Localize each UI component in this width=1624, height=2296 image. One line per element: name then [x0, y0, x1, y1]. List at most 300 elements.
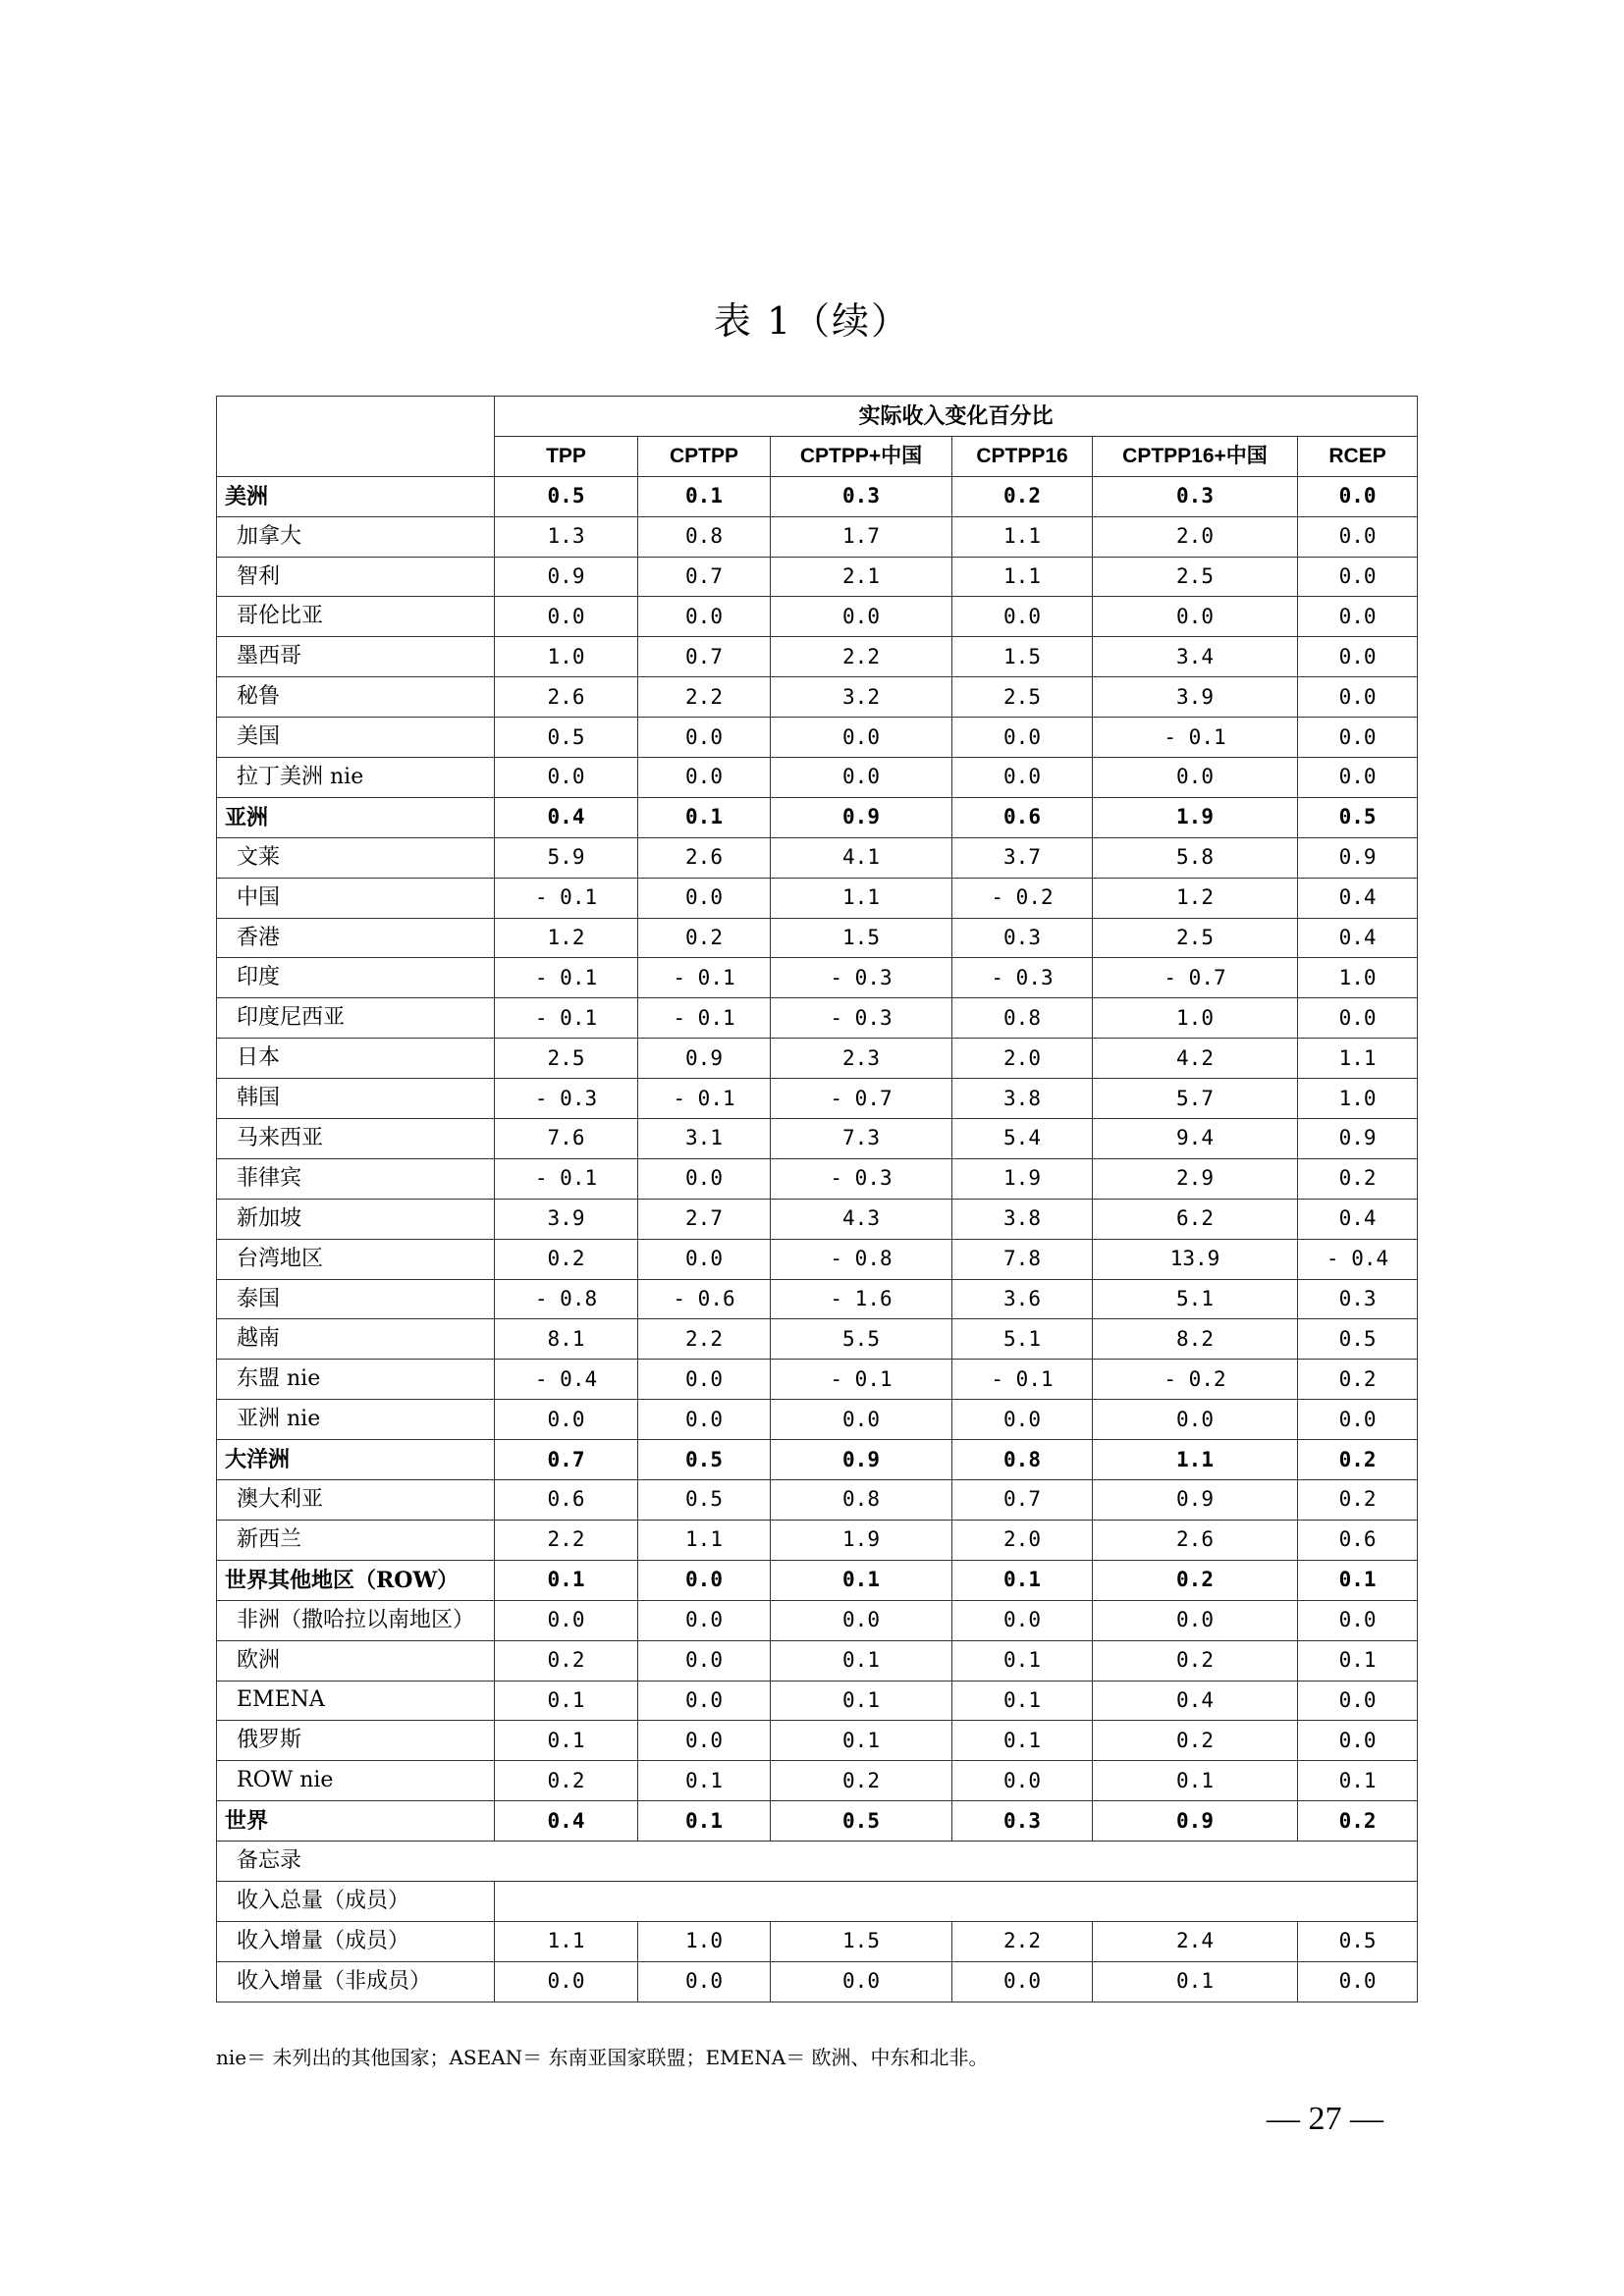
- value-cell: 0.1: [1298, 1560, 1418, 1600]
- value-cell: 0.1: [1298, 1761, 1418, 1801]
- row-label: 印度: [217, 958, 495, 998]
- memo-value-cell: 0.0: [638, 1961, 771, 2002]
- region-row: [217, 797, 1418, 837]
- value-cell: 4.2: [1093, 1039, 1298, 1079]
- value-cell: - 0.1: [952, 1360, 1093, 1400]
- memo-value-cell: 2.4: [1093, 1921, 1298, 1961]
- value-cell: 3.7: [952, 837, 1093, 878]
- value-cell: 0.0: [952, 1761, 1093, 1801]
- row-label: 墨西哥: [217, 637, 495, 677]
- value-cell: 0.0: [638, 1239, 771, 1279]
- memo-row: [217, 1961, 1418, 2002]
- value-cell: 0.0: [495, 1600, 638, 1640]
- table-row: [217, 516, 1418, 557]
- value-cell: - 0.1: [638, 958, 771, 998]
- memo-row-label: 收入总量（成员）: [217, 1881, 495, 1921]
- row-label: 泰国: [217, 1279, 495, 1319]
- value-cell: 0.6: [952, 797, 1093, 837]
- value-cell: 0.5: [1298, 1319, 1418, 1360]
- value-cell: 0.0: [952, 718, 1093, 758]
- value-cell: 0.0: [638, 758, 771, 798]
- value-cell: 0.0: [638, 1400, 771, 1440]
- value-cell: 0.2: [1093, 1721, 1298, 1761]
- value-cell: 0.2: [495, 1640, 638, 1681]
- row-label: 大洋洲: [217, 1440, 495, 1480]
- value-cell: 0.0: [1093, 597, 1298, 637]
- value-cell: 0.1: [771, 1560, 952, 1600]
- value-cell: 0.3: [952, 918, 1093, 958]
- footnote: nie＝ 未列出的其他国家；ASEAN＝ 东南亚国家联盟；EMENA＝ 欧洲、中东和北非。: [216, 2046, 989, 2069]
- value-cell: 0.0: [638, 878, 771, 918]
- value-cell: - 0.1: [638, 1079, 771, 1119]
- group-header: 实际收入变化百分比: [495, 397, 1418, 437]
- value-cell: - 0.4: [495, 1360, 638, 1400]
- table-row: [217, 1681, 1418, 1721]
- value-cell: 0.0: [638, 1640, 771, 1681]
- value-cell: 0.8: [771, 1480, 952, 1521]
- value-cell: 0.0: [1298, 637, 1418, 677]
- row-label: 亚洲: [217, 797, 495, 837]
- memo-empty-cell: [495, 1881, 1418, 1921]
- value-cell: 5.9: [495, 837, 638, 878]
- value-cell: 13.9: [1093, 1239, 1298, 1279]
- value-cell: 0.0: [1298, 476, 1418, 516]
- memo-value-cell: 0.0: [771, 1961, 952, 2002]
- value-cell: 1.5: [771, 918, 952, 958]
- value-cell: 1.7: [771, 516, 952, 557]
- memo-row-label: 收入增量（非成员）: [217, 1961, 495, 2002]
- value-cell: - 0.1: [495, 878, 638, 918]
- value-cell: 7.6: [495, 1119, 638, 1159]
- value-cell: 0.1: [771, 1640, 952, 1681]
- value-cell: 2.1: [771, 557, 952, 597]
- row-label: 菲律宾: [217, 1158, 495, 1199]
- value-cell: 0.9: [771, 797, 952, 837]
- value-cell: 0.0: [1298, 516, 1418, 557]
- table-row: [217, 1239, 1418, 1279]
- value-cell: - 0.1: [495, 998, 638, 1039]
- value-cell: - 0.2: [952, 878, 1093, 918]
- value-cell: 1.9: [771, 1520, 952, 1560]
- value-cell: 0.0: [1298, 1681, 1418, 1721]
- value-cell: 0.0: [952, 597, 1093, 637]
- table-title: 表 1（续）: [713, 299, 911, 343]
- value-cell: 2.5: [495, 1039, 638, 1079]
- value-cell: 5.4: [952, 1119, 1093, 1159]
- value-cell: 0.1: [952, 1640, 1093, 1681]
- value-cell: 0.0: [638, 1158, 771, 1199]
- value-cell: 0.7: [952, 1480, 1093, 1521]
- row-label: 智利: [217, 557, 495, 597]
- value-cell: 1.3: [495, 516, 638, 557]
- row-label: 世界: [217, 1801, 495, 1842]
- value-cell: 0.1: [771, 1721, 952, 1761]
- row-label: 美国: [217, 718, 495, 758]
- value-cell: 0.3: [952, 1801, 1093, 1842]
- value-cell: 0.8: [638, 516, 771, 557]
- table-row: [217, 1360, 1418, 1400]
- value-cell: 2.2: [638, 1319, 771, 1360]
- value-cell: 0.0: [1093, 1400, 1298, 1440]
- row-label: 印度尼西亚: [217, 998, 495, 1039]
- value-cell: 0.2: [638, 918, 771, 958]
- value-cell: 0.1: [638, 1761, 771, 1801]
- header-group-row: [217, 397, 1418, 437]
- value-cell: 1.1: [1093, 1440, 1298, 1480]
- value-cell: 2.9: [1093, 1158, 1298, 1199]
- value-cell: 0.9: [1093, 1480, 1298, 1521]
- memo-value-cell: 0.0: [1298, 1961, 1418, 2002]
- row-label: 新加坡: [217, 1199, 495, 1239]
- value-cell: 0.2: [1298, 1480, 1418, 1521]
- row-label: 亚洲 nie: [217, 1400, 495, 1440]
- value-cell: 0.0: [771, 718, 952, 758]
- row-label: 美洲: [217, 476, 495, 516]
- row-label: 世界其他地区（ROW）: [217, 1560, 495, 1600]
- memo-heading: 备忘录: [217, 1842, 1418, 1882]
- value-cell: - 0.3: [952, 958, 1093, 998]
- value-cell: - 0.8: [495, 1279, 638, 1319]
- value-cell: 1.9: [1093, 797, 1298, 837]
- row-label: EMENA: [217, 1681, 495, 1721]
- table-row: [217, 878, 1418, 918]
- value-cell: 1.2: [495, 918, 638, 958]
- page-number: — 27 —: [1267, 2101, 1383, 2137]
- value-cell: 4.3: [771, 1199, 952, 1239]
- row-label: 澳大利亚: [217, 1480, 495, 1521]
- table-row: [217, 918, 1418, 958]
- value-cell: 5.8: [1093, 837, 1298, 878]
- value-cell: - 0.3: [771, 998, 952, 1039]
- value-cell: 0.9: [1093, 1801, 1298, 1842]
- value-cell: 0.9: [1298, 837, 1418, 878]
- value-cell: 0.0: [638, 1560, 771, 1600]
- value-cell: 0.9: [771, 1440, 952, 1480]
- value-cell: 2.6: [1093, 1520, 1298, 1560]
- value-cell: 0.3: [1298, 1279, 1418, 1319]
- value-cell: 0.4: [495, 797, 638, 837]
- table-row: [217, 557, 1418, 597]
- table-row: [217, 1279, 1418, 1319]
- value-cell: 0.0: [495, 597, 638, 637]
- value-cell: 0.9: [638, 1039, 771, 1079]
- table-row: [217, 1319, 1418, 1360]
- value-cell: 0.0: [952, 758, 1093, 798]
- row-label-header: [217, 397, 495, 477]
- value-cell: 0.4: [1298, 918, 1418, 958]
- value-cell: 0.8: [952, 998, 1093, 1039]
- value-cell: 0.1: [638, 476, 771, 516]
- table-row: [217, 958, 1418, 998]
- value-cell: 0.1: [638, 797, 771, 837]
- memo-value-cell: 1.0: [638, 1921, 771, 1961]
- value-cell: 0.4: [1298, 1199, 1418, 1239]
- value-cell: - 0.1: [1093, 718, 1298, 758]
- value-cell: 0.5: [638, 1480, 771, 1521]
- value-cell: 7.8: [952, 1239, 1093, 1279]
- table-row: [217, 1600, 1418, 1640]
- column-header-cptpp16-china: CPTPP16+中国: [1093, 436, 1298, 476]
- row-label: 香港: [217, 918, 495, 958]
- value-cell: 2.2: [638, 677, 771, 718]
- value-cell: 4.1: [771, 837, 952, 878]
- row-label: 越南: [217, 1319, 495, 1360]
- value-cell: 0.0: [1298, 1600, 1418, 1640]
- value-cell: 0.0: [638, 1681, 771, 1721]
- value-cell: 2.0: [1093, 516, 1298, 557]
- value-cell: 0.9: [495, 557, 638, 597]
- memo-value-cell: 0.0: [495, 1961, 638, 2002]
- memo-row: [217, 1881, 1418, 1921]
- row-label: 哥伦比亚: [217, 597, 495, 637]
- value-cell: 8.1: [495, 1319, 638, 1360]
- value-cell: 7.3: [771, 1119, 952, 1159]
- value-cell: - 0.3: [495, 1079, 638, 1119]
- value-cell: - 0.3: [771, 1158, 952, 1199]
- value-cell: 0.0: [495, 1400, 638, 1440]
- value-cell: 0.2: [495, 1239, 638, 1279]
- region-row: [217, 476, 1418, 516]
- row-label: 加拿大: [217, 516, 495, 557]
- value-cell: 0.0: [952, 1400, 1093, 1440]
- value-cell: 1.2: [1093, 878, 1298, 918]
- value-cell: 2.5: [952, 677, 1093, 718]
- value-cell: - 1.6: [771, 1279, 952, 1319]
- value-cell: 1.1: [771, 878, 952, 918]
- value-cell: - 0.4: [1298, 1239, 1418, 1279]
- value-cell: 0.0: [638, 1360, 771, 1400]
- value-cell: - 0.1: [638, 998, 771, 1039]
- value-cell: 0.0: [638, 597, 771, 637]
- value-cell: 0.0: [638, 1721, 771, 1761]
- memo-row: [217, 1921, 1418, 1961]
- table-row: [217, 1039, 1418, 1079]
- value-cell: 0.0: [1093, 758, 1298, 798]
- value-cell: 0.0: [638, 718, 771, 758]
- value-cell: 0.4: [1093, 1681, 1298, 1721]
- column-header-tpp: TPP: [495, 436, 638, 476]
- value-cell: 0.1: [952, 1721, 1093, 1761]
- value-cell: 0.0: [1298, 1721, 1418, 1761]
- value-cell: 0.0: [1298, 718, 1418, 758]
- value-cell: 0.3: [771, 476, 952, 516]
- value-cell: 0.7: [638, 557, 771, 597]
- table-row: [217, 1640, 1418, 1681]
- row-label: 欧洲: [217, 1640, 495, 1681]
- value-cell: 0.0: [1298, 597, 1418, 637]
- row-label: 文莱: [217, 837, 495, 878]
- row-label: 非洲（撒哈拉以南地区）: [217, 1600, 495, 1640]
- value-cell: 2.5: [1093, 557, 1298, 597]
- value-cell: 3.8: [952, 1079, 1093, 1119]
- memo-value-cell: 1.1: [495, 1921, 638, 1961]
- table-row: [217, 637, 1418, 677]
- row-label: 台湾地区: [217, 1239, 495, 1279]
- value-cell: 0.2: [1093, 1640, 1298, 1681]
- memo-value-cell: 0.0: [952, 1961, 1093, 2002]
- memo-value-cell: 0.5: [1298, 1921, 1418, 1961]
- value-cell: 0.1: [952, 1681, 1093, 1721]
- value-cell: 0.6: [495, 1480, 638, 1521]
- table-row: [217, 1761, 1418, 1801]
- value-cell: 0.0: [952, 1600, 1093, 1640]
- value-cell: 0.1: [771, 1681, 952, 1721]
- value-cell: 3.9: [495, 1199, 638, 1239]
- table-row: [217, 1721, 1418, 1761]
- value-cell: 0.1: [495, 1721, 638, 1761]
- memo-value-cell: 2.2: [952, 1921, 1093, 1961]
- table-row: [217, 1119, 1418, 1159]
- value-cell: 0.7: [638, 637, 771, 677]
- value-cell: 5.7: [1093, 1079, 1298, 1119]
- value-cell: 0.0: [771, 758, 952, 798]
- memo-heading-row: [217, 1842, 1418, 1882]
- table-row: [217, 677, 1418, 718]
- value-cell: 3.9: [1093, 677, 1298, 718]
- value-cell: 0.1: [495, 1560, 638, 1600]
- table-row: [217, 758, 1418, 798]
- value-cell: 2.0: [952, 1520, 1093, 1560]
- region-row: [217, 1560, 1418, 1600]
- value-cell: 0.2: [1093, 1560, 1298, 1600]
- value-cell: 0.0: [495, 758, 638, 798]
- value-cell: - 0.7: [771, 1079, 952, 1119]
- value-cell: 0.5: [771, 1801, 952, 1842]
- value-cell: 1.1: [1298, 1039, 1418, 1079]
- column-header-cptpp16: CPTPP16: [952, 436, 1093, 476]
- value-cell: 0.0: [1298, 1400, 1418, 1440]
- row-label: 秘鲁: [217, 677, 495, 718]
- value-cell: 0.5: [495, 718, 638, 758]
- value-cell: 2.5: [1093, 918, 1298, 958]
- value-cell: 2.3: [771, 1039, 952, 1079]
- value-cell: - 0.3: [771, 958, 952, 998]
- row-label: 新西兰: [217, 1520, 495, 1560]
- value-cell: 0.1: [1093, 1761, 1298, 1801]
- value-cell: 0.4: [1298, 878, 1418, 918]
- value-cell: 6.2: [1093, 1199, 1298, 1239]
- row-label: 中国: [217, 878, 495, 918]
- value-cell: 0.2: [1298, 1801, 1418, 1842]
- value-cell: 0.1: [952, 1560, 1093, 1600]
- value-cell: 2.6: [495, 677, 638, 718]
- memo-value-cell: 1.5: [771, 1921, 952, 1961]
- value-cell: 5.5: [771, 1319, 952, 1360]
- value-cell: 0.2: [1298, 1360, 1418, 1400]
- table-body: [217, 476, 1418, 2002]
- row-label: 东盟 nie: [217, 1360, 495, 1400]
- value-cell: 0.5: [1298, 797, 1418, 837]
- income-change-table: [216, 396, 1418, 2002]
- table-row: [217, 837, 1418, 878]
- row-label: 日本: [217, 1039, 495, 1079]
- value-cell: 0.2: [952, 476, 1093, 516]
- value-cell: 0.6: [1298, 1520, 1418, 1560]
- value-cell: - 0.8: [771, 1239, 952, 1279]
- table-row: [217, 1158, 1418, 1199]
- table-row: [217, 998, 1418, 1039]
- value-cell: 3.1: [638, 1119, 771, 1159]
- table-row: [217, 1079, 1418, 1119]
- value-cell: 0.0: [1298, 758, 1418, 798]
- value-cell: 0.1: [638, 1801, 771, 1842]
- row-label: 马来西亚: [217, 1119, 495, 1159]
- row-label: ROW nie: [217, 1761, 495, 1801]
- value-cell: 0.5: [638, 1440, 771, 1480]
- value-cell: 0.3: [1093, 476, 1298, 516]
- table-row: [217, 597, 1418, 637]
- value-cell: - 0.2: [1093, 1360, 1298, 1400]
- value-cell: 1.5: [952, 637, 1093, 677]
- value-cell: 3.8: [952, 1199, 1093, 1239]
- value-cell: 8.2: [1093, 1319, 1298, 1360]
- value-cell: - 0.1: [495, 1158, 638, 1199]
- table-row: [217, 1520, 1418, 1560]
- value-cell: 2.0: [952, 1039, 1093, 1079]
- value-cell: 0.1: [495, 1681, 638, 1721]
- value-cell: 0.8: [952, 1440, 1093, 1480]
- value-cell: 1.1: [952, 557, 1093, 597]
- value-cell: 2.6: [638, 837, 771, 878]
- value-cell: 1.0: [1093, 998, 1298, 1039]
- column-header-cptpp-china: CPTPP+中国: [771, 436, 952, 476]
- value-cell: 0.9: [1298, 1119, 1418, 1159]
- value-cell: 0.4: [495, 1801, 638, 1842]
- value-cell: 0.0: [771, 1400, 952, 1440]
- value-cell: 0.5: [495, 476, 638, 516]
- value-cell: 0.7: [495, 1440, 638, 1480]
- value-cell: 5.1: [952, 1319, 1093, 1360]
- region-row: [217, 1801, 1418, 1842]
- value-cell: 0.0: [1298, 998, 1418, 1039]
- column-header-cptpp: CPTPP: [638, 436, 771, 476]
- value-cell: 1.0: [495, 637, 638, 677]
- value-cell: 2.7: [638, 1199, 771, 1239]
- value-cell: 1.0: [1298, 958, 1418, 998]
- value-cell: 3.6: [952, 1279, 1093, 1319]
- value-cell: 3.2: [771, 677, 952, 718]
- value-cell: 0.2: [771, 1761, 952, 1801]
- value-cell: 0.0: [1298, 557, 1418, 597]
- table-row: [217, 1480, 1418, 1521]
- value-cell: 1.9: [952, 1158, 1093, 1199]
- value-cell: - 0.7: [1093, 958, 1298, 998]
- value-cell: 5.1: [1093, 1279, 1298, 1319]
- value-cell: 3.4: [1093, 637, 1298, 677]
- row-label: 俄罗斯: [217, 1721, 495, 1761]
- value-cell: 0.0: [1093, 1600, 1298, 1640]
- row-label: 拉丁美洲 nie: [217, 758, 495, 798]
- value-cell: 0.0: [638, 1600, 771, 1640]
- value-cell: - 0.1: [771, 1360, 952, 1400]
- value-cell: 1.0: [1298, 1079, 1418, 1119]
- column-header-rcep: RCEP: [1298, 436, 1418, 476]
- value-cell: - 0.6: [638, 1279, 771, 1319]
- memo-row-label: 收入增量（成员）: [217, 1921, 495, 1961]
- value-cell: 2.2: [771, 637, 952, 677]
- value-cell: 1.1: [952, 516, 1093, 557]
- table-row: [217, 1199, 1418, 1239]
- value-cell: 9.4: [1093, 1119, 1298, 1159]
- region-row: [217, 1440, 1418, 1480]
- value-cell: - 0.1: [495, 958, 638, 998]
- value-cell: 0.2: [1298, 1440, 1418, 1480]
- value-cell: 0.0: [1298, 677, 1418, 718]
- value-cell: 2.2: [495, 1520, 638, 1560]
- value-cell: 0.1: [1298, 1640, 1418, 1681]
- table-row: [217, 718, 1418, 758]
- value-cell: 0.0: [771, 1600, 952, 1640]
